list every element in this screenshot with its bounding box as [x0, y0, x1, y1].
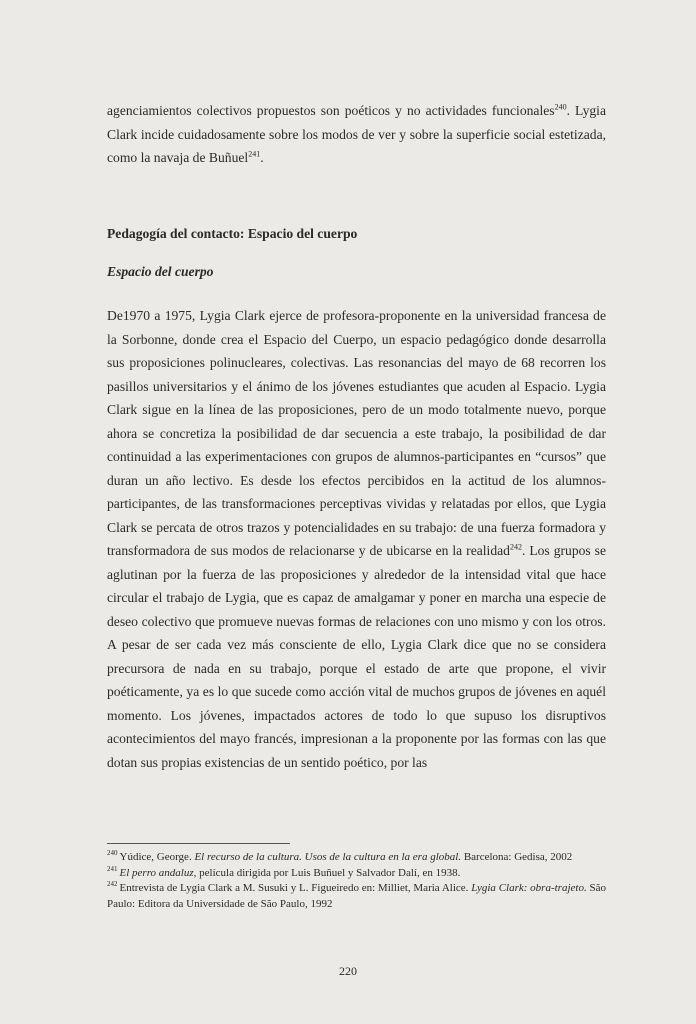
- footnote-242: [107, 881, 606, 912]
- footnote-number: 241: [107, 864, 118, 873]
- footnote-number: 242: [107, 880, 118, 889]
- footnote-number: 240: [107, 849, 118, 858]
- intro-paragraph: [107, 99, 606, 170]
- page-number: 220: [339, 964, 357, 978]
- footnote-ref-240[interactable]: 240: [554, 102, 567, 112]
- main-text-2: . Los grupos se aglutinan por la fuerza de las proposiciones y alrededor de la intensidad vital que hace circular el trabajo de Lygia, que es capaz de amalgamar y poner en marcha una especie de deseo colectivo que promueve nuevas formas de relaciones con uno mismo y con los otros. A pesar de ser cada vez más consciente de ello, Lygia Clark dice que no se considera precursora de nada en su trabajo, porque el estado de arte que propone, el vivir poéticamente, ya es lo que sucede como acción vital de muchos grupos de jóvenes en aquél momento. Los jóvenes, impactados actores de todo lo que supuso los disruptivos acontecimientos del mayo francés, impresionan a la proponente por las formas con las que dotan sus propias existencias de un sentido poético, por las: [107, 543, 606, 770]
- footnote-title: El perro andaluz,: [119, 866, 197, 879]
- footnote-text: São Paulo: Editora da Universidade de São Paulo, 1992: [107, 882, 606, 910]
- footnote-ref-241[interactable]: 241: [248, 149, 261, 159]
- footnote-divider: [107, 843, 290, 844]
- footnote-241: [107, 866, 606, 882]
- main-paragraph: [107, 304, 606, 774]
- footnote-text: Yúdice, George.: [119, 851, 195, 863]
- main-text-1: De1970 a 1975, Lygia Clark ejerce de profesora-proponente en la universidad francesa de la Sorbonne, donde crea el Espacio del Cuerpo, un espacio pedagógico donde desarrolla sus proposiciones polinucleares, colectivas. Las resonancias del mayo de 68 recorren los pasillos universitarios y el ánimo de los jóvenes estudiantes que acuden al Espacio. Lygia Clark sigue en la línea de las proposiciones, pero de un modo totalmente nuevo, porque ahora se concretiza la posibilidad de dar secuencia a este trabajo, la posibilidad de dar continuidad a las experimentaciones con grupos de alumnos-participantes en “cursos” que duran un año lectivo. Es desde los efectos percibidos en la actitud de los alumnos-participantes, de las transformaciones perceptivas vividas y relatadas por ellos, que Lygia Clark se percata de otros trazos y potencialidades en su trabajo: de una fuerza formadora y transformadora de sus modos de relacionarse y de ubicarse en la realidad: [107, 308, 606, 558]
- footnote-ref-242[interactable]: 242: [509, 542, 522, 552]
- intro-text-2: . Lygia Clark incide cuidadosamente sobre los modos de ver y sobre la superficie social estetizada, como la navaja de Buñuel: [107, 103, 606, 165]
- section-heading: Pedagogía del contacto: Espacio del cuerpo: [107, 226, 358, 241]
- intro-text-3: .: [260, 150, 264, 165]
- footnote-title: Lygia Clark: obra-trajeto.: [471, 882, 587, 894]
- footnote-text: Barcelona: Gedisa, 2002: [461, 851, 573, 863]
- footnote-title: El recurso de la cultura. Usos de la cultura en la era global.: [194, 851, 462, 863]
- intro-text-1: agenciamientos colectivos propuestos son poéticos y no actividades funcionales: [107, 103, 555, 118]
- footnotes: [107, 850, 606, 912]
- footnote-text: Entrevista de Lygia Clark a M. Susuki y L. Figueiredo en: Milliet, Maria Alice.: [119, 882, 472, 894]
- section-subheading: Espacio del cuerpo: [107, 264, 214, 279]
- footnote-text: película dirigida por Luis Buñuel y Salvador Dalí, en 1938.: [196, 866, 461, 879]
- footnote-240: [107, 850, 606, 866]
